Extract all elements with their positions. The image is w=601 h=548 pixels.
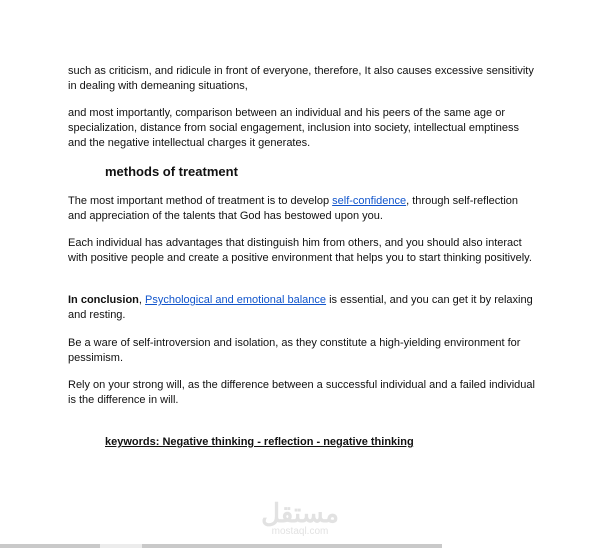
paragraph: and most importantly, comparison between an individual and his peers of the same age or specialization, distance from social engagement, inclusion into society, intellectual emptiness and the negative intellectual charges it generates. bbox=[68, 107, 520, 149]
scrollbar-thumb[interactable] bbox=[100, 544, 142, 548]
self-confidence-link[interactable]: self-confidence bbox=[332, 195, 407, 207]
horizontal-scrollbar[interactable] bbox=[0, 544, 442, 548]
watermark-text: mostaql.com bbox=[271, 526, 329, 537]
text: , through self-reflection and appreciation of the talents that God has bestowed upon you. bbox=[68, 195, 519, 222]
paragraph: Each individual has advantages that distinguish him from others, and you should also interact with positive people and create a positive environment that helps you to start thinking positively. bbox=[68, 237, 532, 264]
watermark-logo: مستقل bbox=[261, 498, 339, 528]
bold-text: In conclusion bbox=[68, 294, 139, 306]
paragraph bbox=[68, 194, 538, 224]
text: , bbox=[138, 294, 146, 306]
keywords: keywords: Negative thinking - reflection - negative thinking bbox=[105, 436, 414, 448]
text: The most important method of treatment is to develop bbox=[68, 195, 333, 207]
paragraph: Be a ware of self-introversion and isolation, as they constitute a high-yielding environment for pessimism. bbox=[68, 337, 521, 364]
balance-link[interactable]: Psychological and emotional balance bbox=[145, 294, 327, 306]
text: is essential, and you can get it by relaxing and resting. bbox=[68, 294, 533, 321]
section-heading: methods of treatment bbox=[105, 164, 238, 179]
mostaql-watermark bbox=[240, 500, 360, 538]
paragraph bbox=[68, 293, 538, 323]
paragraph: Rely on your strong will, as the difference between a successful individual and a failed individual is the difference in will. bbox=[68, 379, 535, 406]
paragraph: such as criticism, and ridicule in front of everyone, therefore, It also causes excessive sensitivity in dealing with demeaning situations, bbox=[68, 65, 534, 92]
